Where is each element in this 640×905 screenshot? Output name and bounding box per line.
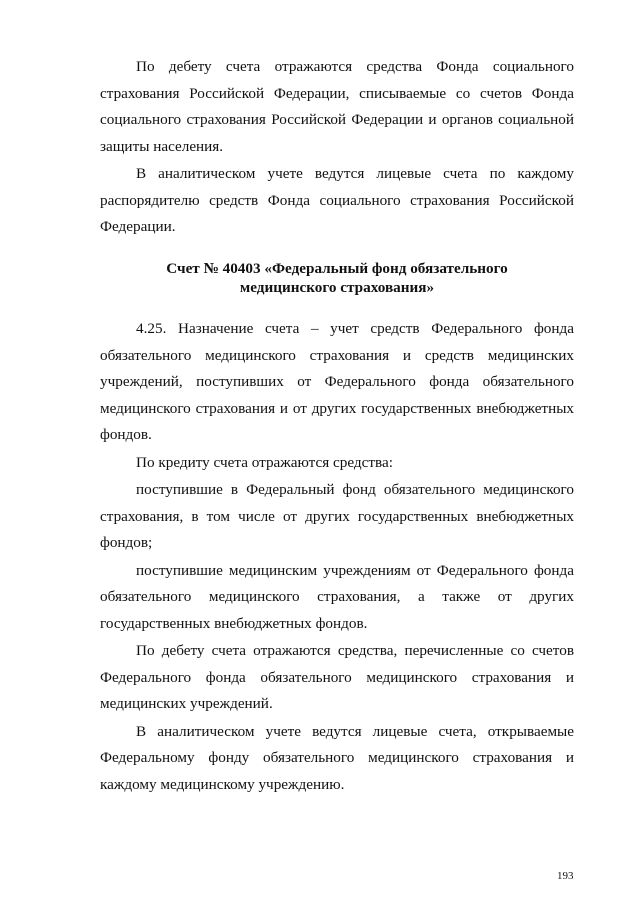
paragraph-analytics: В аналитическом учете ведутся лицевые счета, открываемые Федеральному фонду обязательного медицинского страхования и каждому медицинскому учреждению. <box>100 722 574 793</box>
section-heading <box>100 259 574 297</box>
paragraph-analytics-fss: В аналитическом учете ведутся лицевые счета по каждому распорядителю средств Фонда социального страхования Российской Федерации. <box>100 165 574 235</box>
paragraph-debit: По дебету счета отражаются средства, перечисленные со счетов Федерального фонда обязательного медицинского страхования и медицинских учреждений. <box>100 642 574 712</box>
heading-line-1: Счет № 40403 «Федеральный фонд обязательного <box>166 260 508 277</box>
paragraph-purpose: 4.25. Назначение счета – учет средств Федерального фонда обязательного медицинского страхования и средств медицинских учреждений, поступивших от Федерального фонда обязательного медицинского страхования и от других государственных внебюджетных фондов. <box>100 320 574 443</box>
paragraph-debit-fss: По дебету счета отражаются средства Фонда социального страхования Российской Федерации, списываемые со счетов Фонда социального страхования Российской Федерации и органов социальной защиты населения. <box>100 58 574 155</box>
heading-line-2: медицинского страхования» <box>239 279 435 296</box>
page-number: 193 <box>557 870 574 882</box>
paragraph-credit-intro: По кредиту счета отражаются средства: <box>136 453 393 471</box>
body-section <box>100 316 574 798</box>
paragraph-credit-institutions: поступившие медицинским учреждениям от Федерального фонда обязательного медицинского страхования, а также от других государственных внебюджетных фондов. <box>100 561 574 632</box>
paragraph-credit-fund: поступившие в Федеральный фонд обязательного медицинского страхования, в том числе от других государственных внебюджетных фондов; <box>100 481 574 551</box>
top-section <box>100 54 574 241</box>
